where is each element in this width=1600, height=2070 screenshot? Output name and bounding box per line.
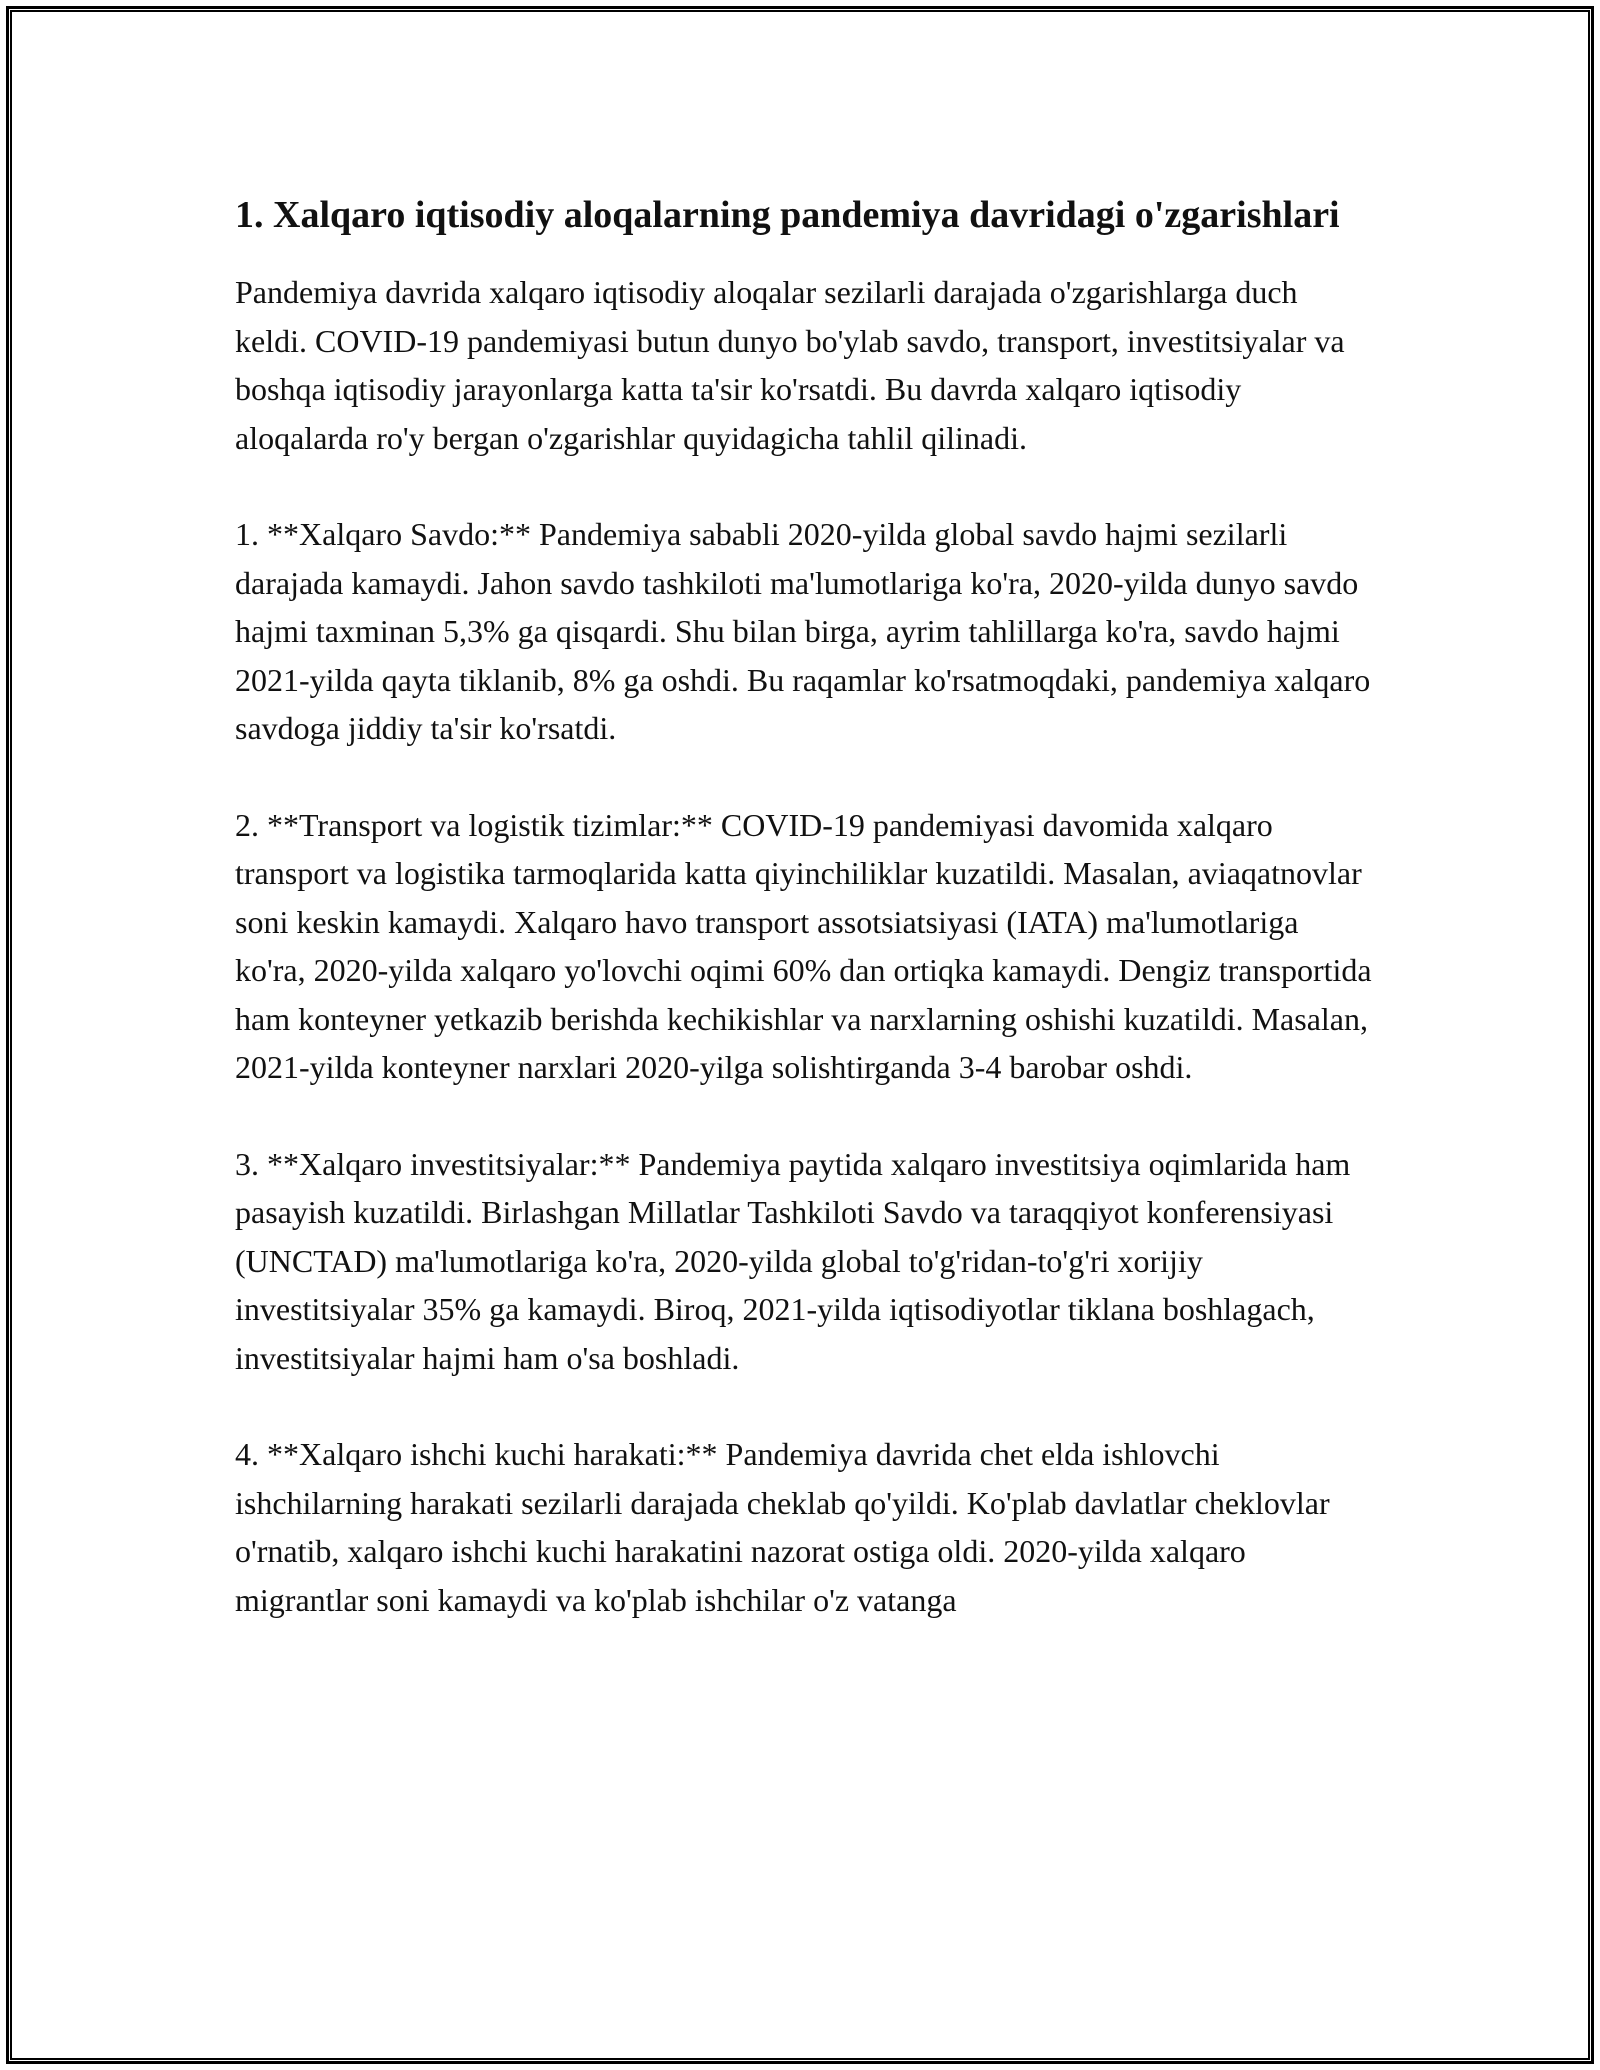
paragraph-labor: 4. **Xalqaro ishchi kuchi harakati:** Pandemiya davrida chet elda ishlovchi ishchilarning harakati sezilarli darajada cheklab qo'yildi. Ko'plab davlatlar cheklovlar o'rnatib, xalqaro ishchi kuchi harakatini nazorat ostiga oldi. 2020-yilda xalqaro migrantlar soni kamaydi va ko'plab ishchilar o'z vatanga: [235, 1436, 1330, 1618]
document-body: [235, 188, 1375, 1672]
paragraph-trade: 1. **Xalqaro Savdo:** Pandemiya sababli 2020-yilda global savdo hajmi sezilarli darajada kamaydi. Jahon savdo tashkiloti ma'lumotlariga ko'ra, 2020-yilda dunyo savdo hajmi taxminan 5,3% ga qisqardi. Shu bilan birga, ayrim tahlillarga ko'ra, savdo hajmi 2021-yilda qayta tiklanib, 8% ga oshdi. Bu raqamlar ko'rsatmoqdaki, pandemiya xalqaro savdoga jiddiy ta'sir ko'rsatdi.: [235, 516, 1371, 746]
intro-paragraph: Pandemiya davrida xalqaro iqtisodiy aloqalar sezilarli darajada o'zgarishlarga duch keldi. COVID-19 pandemiyasi butun dunyo bo'ylab savdo, transport, investitsiyalar va boshqa iqtisodiy jarayonlarga katta ta'sir ko'rsatdi. Bu davrda xalqaro iqtisodiy aloqalarda ro'y bergan o'zgarishlar quyidagicha tahlil qilinadi.: [235, 274, 1345, 456]
paragraph-transport: 2. **Transport va logistik tizimlar:** COVID-19 pandemiyasi davomida xalqaro transport va logistika tarmoqlarida katta qiyinchiliklar kuzatildi. Masalan, aviaqatnovlar soni keskin kamaydi. Xalqaro havo transport assotsiatsiyasi (IATA) ma'lumotlariga ko'ra, 2020-yilda xalqaro yo'lovchi oqimi 60% dan ortiqka kamaydi. Dengiz transportida ham konteyner yetkazib berishda kechikishlar va narxlarning oshishi kuzatildi. Masalan, 2021-yilda konteyner narxlari 2020-yilga solishtirganda 3-4 barobar oshdi.: [235, 806, 1372, 1085]
section-heading: 1. Xalqaro iqtisodiy aloqalarning pandemiya davridagi o'zgarishlari: [235, 194, 1340, 236]
paragraph-investment: 3. **Xalqaro investitsiyalar:** Pandemiya paytida xalqaro investitsiya oqimlarida ham pasayish kuzatildi. Birlashgan Millatlar Tashkiloti Savdo va taraqqiyot konferensiyasi (UNCTAD) ma'lumotlariga ko'ra, 2020-yilda global to'g'ridan-to'g'ri xorijiy investitsiyalar 35% ga kamaydi. Biroq, 2021-yilda iqtisodiyotlar tiklana boshlagach, investitsiyalar hajmi ham o'sa boshladi.: [235, 1145, 1351, 1376]
